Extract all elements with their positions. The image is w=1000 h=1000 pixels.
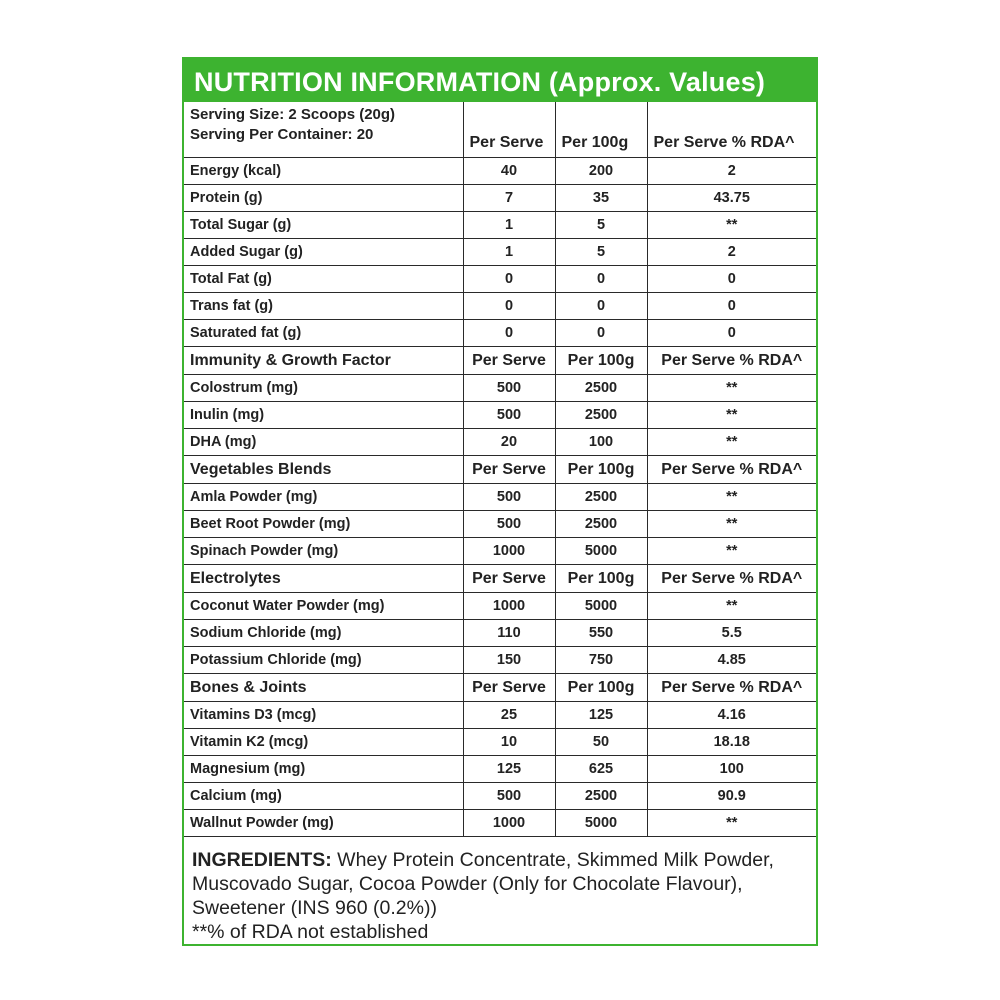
per-100g-value: 100 [555,429,647,456]
per-serve-value: 25 [463,702,555,729]
nutrient-name: Saturated fat (g) [184,320,463,347]
per-serve-value: 500 [463,484,555,511]
rda-value: 18.18 [647,729,816,756]
rda-value: 0 [647,293,816,320]
section-header-row [184,674,816,702]
table-row [184,484,816,511]
per-100g-value: 35 [555,185,647,212]
per-serve-value: 0 [463,266,555,293]
per-100g-value: 5 [555,239,647,266]
table-row [184,429,816,456]
table-row [184,538,816,565]
rda-value: 0 [647,266,816,293]
rda-value: ** [647,212,816,239]
nutrient-name: Vitamins D3 (mcg) [184,702,463,729]
ingredients-text: Whey Protein Concentrate, Skimmed Milk Powder, Muscovado Sugar, Cocoa Powder (Only for Chocolate Flavour), Sweetener (INS 960 (0.2%)) [192,849,774,919]
nutrition-panel [182,57,818,946]
per-serve-value: 110 [463,620,555,647]
nutrient-name: DHA (mg) [184,429,463,456]
rda-value: ** [647,593,816,620]
per-100g-value: 200 [555,158,647,185]
col-header-per-serve: Per Serve [463,565,555,593]
section-header-row [184,456,816,484]
table-row [184,375,816,402]
per-100g-value: 5 [555,212,647,239]
nutrient-name: Protein (g) [184,185,463,212]
table-row [184,511,816,538]
per-serve-value: 150 [463,647,555,674]
rda-value: 4.85 [647,647,816,674]
nutrient-name: Amla Powder (mg) [184,484,463,511]
table-row [184,239,816,266]
col-header-rda: Per Serve % RDA^ [647,565,816,593]
nutrient-name: Total Sugar (g) [184,212,463,239]
nutrient-name: Coconut Water Powder (mg) [184,593,463,620]
nutrient-name: Magnesium (mg) [184,756,463,783]
rda-value: ** [647,402,816,429]
col-header-per-100g: Per 100g [555,347,647,375]
serving-info [184,102,463,158]
nutrient-name: Total Fat (g) [184,266,463,293]
per-serve-value: 500 [463,783,555,810]
rda-footnote: **% of RDA not established [192,921,429,943]
nutrient-name: Inulin (mg) [184,402,463,429]
per-serve-value: 20 [463,429,555,456]
nutrient-name: Trans fat (g) [184,293,463,320]
table-row [184,620,816,647]
per-serve-value: 10 [463,729,555,756]
rda-value: ** [647,810,816,837]
rda-value: 100 [647,756,816,783]
nutrient-name: Vitamin K2 (mcg) [184,729,463,756]
rda-value: 2 [647,158,816,185]
per-100g-value: 5000 [555,810,647,837]
table-row [184,702,816,729]
per-100g-value: 750 [555,647,647,674]
table-row [184,185,816,212]
nutrient-name: Colostrum (mg) [184,375,463,402]
per-100g-value: 5000 [555,593,647,620]
per-serve-value: 500 [463,375,555,402]
table-row [184,158,816,185]
col-header-per-100g: Per 100g [555,674,647,702]
table-row [184,729,816,756]
rda-value: ** [647,375,816,402]
per-100g-value: 0 [555,293,647,320]
rda-value: 90.9 [647,783,816,810]
rda-value: 2 [647,239,816,266]
table-row [184,402,816,429]
per-100g-value: 2500 [555,375,647,402]
per-100g-value: 550 [555,620,647,647]
nutrition-table [184,102,816,837]
per-serve-value: 500 [463,511,555,538]
nutrient-name: Beet Root Powder (mg) [184,511,463,538]
table-row [184,320,816,347]
per-serve-value: 1 [463,239,555,266]
per-100g-value: 2500 [555,511,647,538]
section-header-row [184,347,816,375]
per-serve-value: 500 [463,402,555,429]
rda-value: 4.16 [647,702,816,729]
ingredients-label: INGREDIENTS: [192,849,332,871]
rda-value: 43.75 [647,185,816,212]
section-title: Vegetables Blends [184,456,463,484]
nutrient-name: Potassium Chloride (mg) [184,647,463,674]
table-row [184,266,816,293]
per-100g-value: 2500 [555,484,647,511]
table-row [184,593,816,620]
table-row [184,756,816,783]
serving-row [184,102,816,158]
serving-per-container: Serving Per Container: 20 [190,126,374,143]
section-title: Immunity & Growth Factor [184,347,463,375]
col-header-per-serve: Per Serve [463,347,555,375]
section-title: Electrolytes [184,565,463,593]
rda-value: ** [647,484,816,511]
table-row [184,783,816,810]
per-100g-value: 50 [555,729,647,756]
per-serve-value: 0 [463,320,555,347]
col-header-rda: Per Serve % RDA^ [647,456,816,484]
nutrient-name: Wallnut Powder (mg) [184,810,463,837]
per-serve-value: 1000 [463,593,555,620]
rda-value: 5.5 [647,620,816,647]
rda-value: 0 [647,320,816,347]
per-100g-value: 2500 [555,402,647,429]
per-100g-value: 625 [555,756,647,783]
col-header-rda: Per Serve % RDA^ [647,102,816,158]
per-serve-value: 7 [463,185,555,212]
per-serve-value: 1000 [463,538,555,565]
nutrient-name: Energy (kcal) [184,158,463,185]
section-header-row [184,565,816,593]
section-title: Bones & Joints [184,674,463,702]
per-100g-value: 125 [555,702,647,729]
nutrient-name: Calcium (mg) [184,783,463,810]
per-serve-value: 0 [463,293,555,320]
col-header-per-serve: Per Serve [463,674,555,702]
per-serve-value: 1 [463,212,555,239]
nutrient-name: Added Sugar (g) [184,239,463,266]
col-header-per-serve: Per Serve [463,456,555,484]
rda-value: ** [647,429,816,456]
ingredients-block [184,837,816,944]
table-row [184,293,816,320]
nutrient-name: Sodium Chloride (mg) [184,620,463,647]
col-header-per-serve: Per Serve [463,102,555,158]
per-100g-value: 0 [555,320,647,347]
serving-size: Serving Size: 2 Scoops (20g) [190,106,396,123]
per-serve-value: 40 [463,158,555,185]
col-header-per-100g: Per 100g [555,456,647,484]
per-serve-value: 125 [463,756,555,783]
col-header-rda: Per Serve % RDA^ [647,347,816,375]
table-row [184,810,816,837]
rda-value: ** [647,511,816,538]
col-header-rda: Per Serve % RDA^ [647,674,816,702]
nutrient-name: Spinach Powder (mg) [184,538,463,565]
table-row [184,647,816,674]
per-100g-value: 2500 [555,783,647,810]
rda-value: ** [647,538,816,565]
col-header-per-100g: Per 100g [555,102,647,158]
nutrition-title: NUTRITION INFORMATION (Approx. Values) [184,59,816,102]
per-100g-value: 5000 [555,538,647,565]
table-row [184,212,816,239]
per-100g-value: 0 [555,266,647,293]
col-header-per-100g: Per 100g [555,565,647,593]
per-serve-value: 1000 [463,810,555,837]
